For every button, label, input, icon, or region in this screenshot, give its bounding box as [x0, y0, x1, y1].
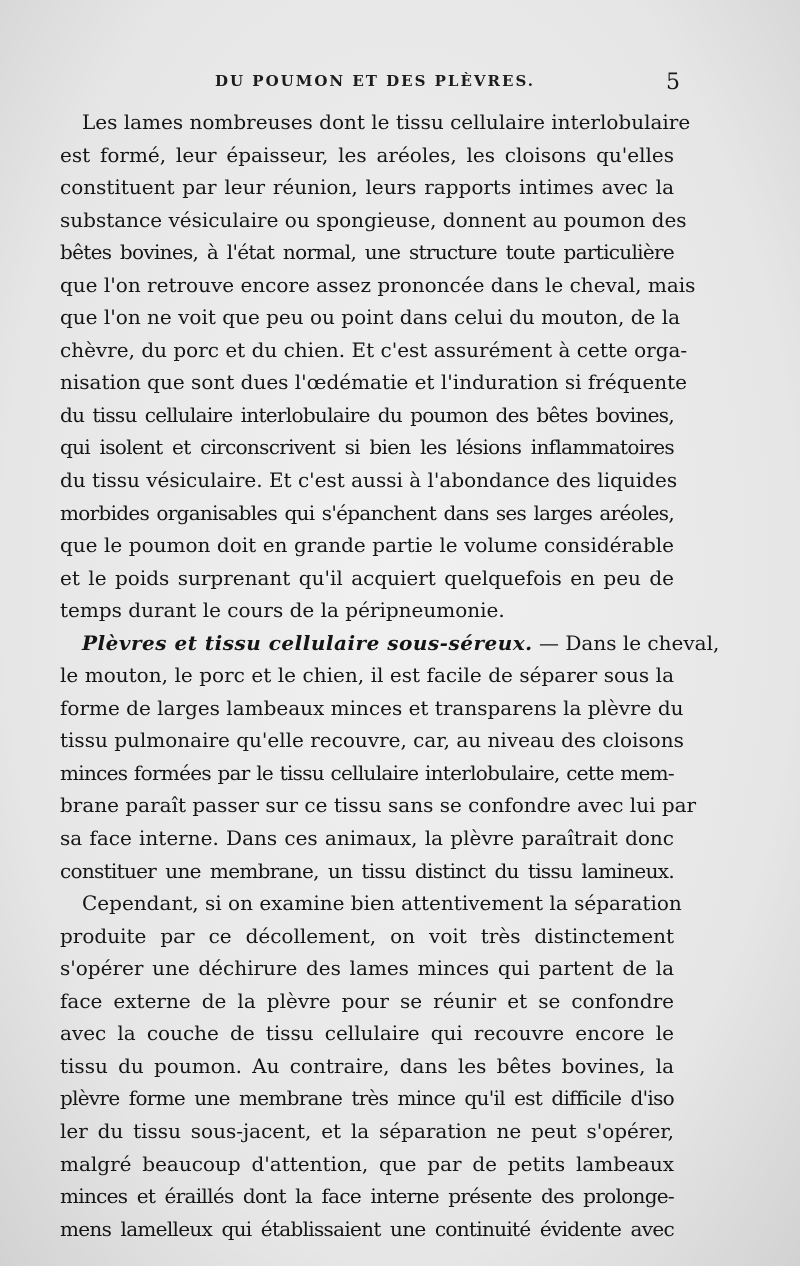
text-line: nisation que sont dues l'œdématie et l'induration si fréquente [60, 370, 687, 395]
heading-line-rest: — Dans le cheval, [532, 630, 720, 655]
paragraph-2 [60, 627, 720, 887]
text-line: bêtes bovines, à l'état normal, une structure toute particulière [60, 240, 674, 265]
running-title: DU POUMON ET DES PLÈVRES. [215, 72, 535, 90]
text-line: que l'on retrouve encore assez prononcée dans le cheval, mais [60, 272, 696, 297]
text-line: tissu du poumon. Au contraire, dans les bêtes bovines, la [60, 1053, 674, 1078]
text-line: ler du tissu sous-jacent, et la séparation ne peut s'opérer, [60, 1118, 674, 1143]
text-line: brane paraît passer sur ce tissu sans se confondre avec lui par [60, 793, 697, 818]
text-line: est formé, leur épaisseur, les aréoles, les cloisons qu'elles [60, 142, 674, 167]
text-line: qui isolent et circonscrivent si bien les lésions inflammatoires [60, 435, 674, 460]
page-number: 5 [666, 70, 680, 95]
text-line: sa face interne. Dans ces animaux, la plèvre paraîtrait donc [60, 826, 674, 851]
text-line: le mouton, le porc et le chien, il est facile de séparer sous la [60, 663, 674, 688]
text-line: du tissu cellulaire interlobulaire du poumon des bêtes bovines, [60, 402, 674, 427]
text-line: constituent par leur réunion, leurs rapports intimes avec la [60, 175, 674, 200]
text-line: que l'on ne voit que peu ou point dans celui du mouton, de la [60, 305, 681, 330]
page-header [60, 70, 680, 100]
text-line: produite par ce décollement, on voit très distinctement [60, 923, 674, 948]
text-line: du tissu vésiculaire. Et c'est aussi à l'abondance des liquides [60, 468, 678, 493]
text-line: s'opérer une déchirure des lames minces qui partent de la [60, 956, 674, 981]
paragraph-1 [60, 106, 696, 627]
text-line: constituer une membrane, un tissu distinct du tissu lamineux. [60, 858, 674, 883]
text-line: que le poumon doit en grande partie le volume considérable [60, 533, 674, 558]
paragraph-3 [60, 887, 682, 1245]
page-body [60, 106, 720, 1245]
text-line: tissu pulmonaire qu'elle recouvre, car, au niveau des cloisons [60, 728, 684, 753]
text-line: substance vésiculaire ou spongieuse, donnent au poumon des [60, 207, 687, 232]
text-line: morbides organisables qui s'épanchent dans ses larges aréoles, [60, 500, 674, 525]
text-line: malgré beaucoup d'attention, que par de petits lambeaux [60, 1151, 674, 1176]
text-line: mens lamelleux qui établissaient une continuité évidente avec [60, 1216, 674, 1241]
text-line: Les lames nombreuses dont le tissu cellulaire interlobulaire [82, 110, 691, 134]
text-line: forme de larges lambeaux minces et transparens la plèvre du [60, 695, 684, 720]
text-line: avec la couche de tissu cellulaire qui recouvre encore le [60, 1021, 674, 1046]
section-heading: Plèvres et tissu cellulaire sous-séreux. [82, 630, 533, 655]
text-line [60, 627, 720, 660]
text-line: et le poids surprenant qu'il acquiert quelquefois en peu de [60, 565, 674, 590]
text-line: minces formées par le tissu cellulaire interlobulaire, cette mem- [60, 760, 674, 785]
text-line: Cependant, si on examine bien attentivement la séparation [82, 891, 682, 916]
text-line: face externe de la plèvre pour se réunir et se confondre [60, 988, 674, 1013]
text-line: minces et éraillés dont la face interne présente des prolonge- [60, 1184, 674, 1209]
text-line: plèvre forme une membrane très mince qu'il est difficile d'iso [60, 1086, 674, 1111]
text-line: temps durant le cours de la péripneumonie. [60, 598, 505, 623]
text-line: chèvre, du porc et du chien. Et c'est assurément à cette orga- [60, 337, 688, 362]
